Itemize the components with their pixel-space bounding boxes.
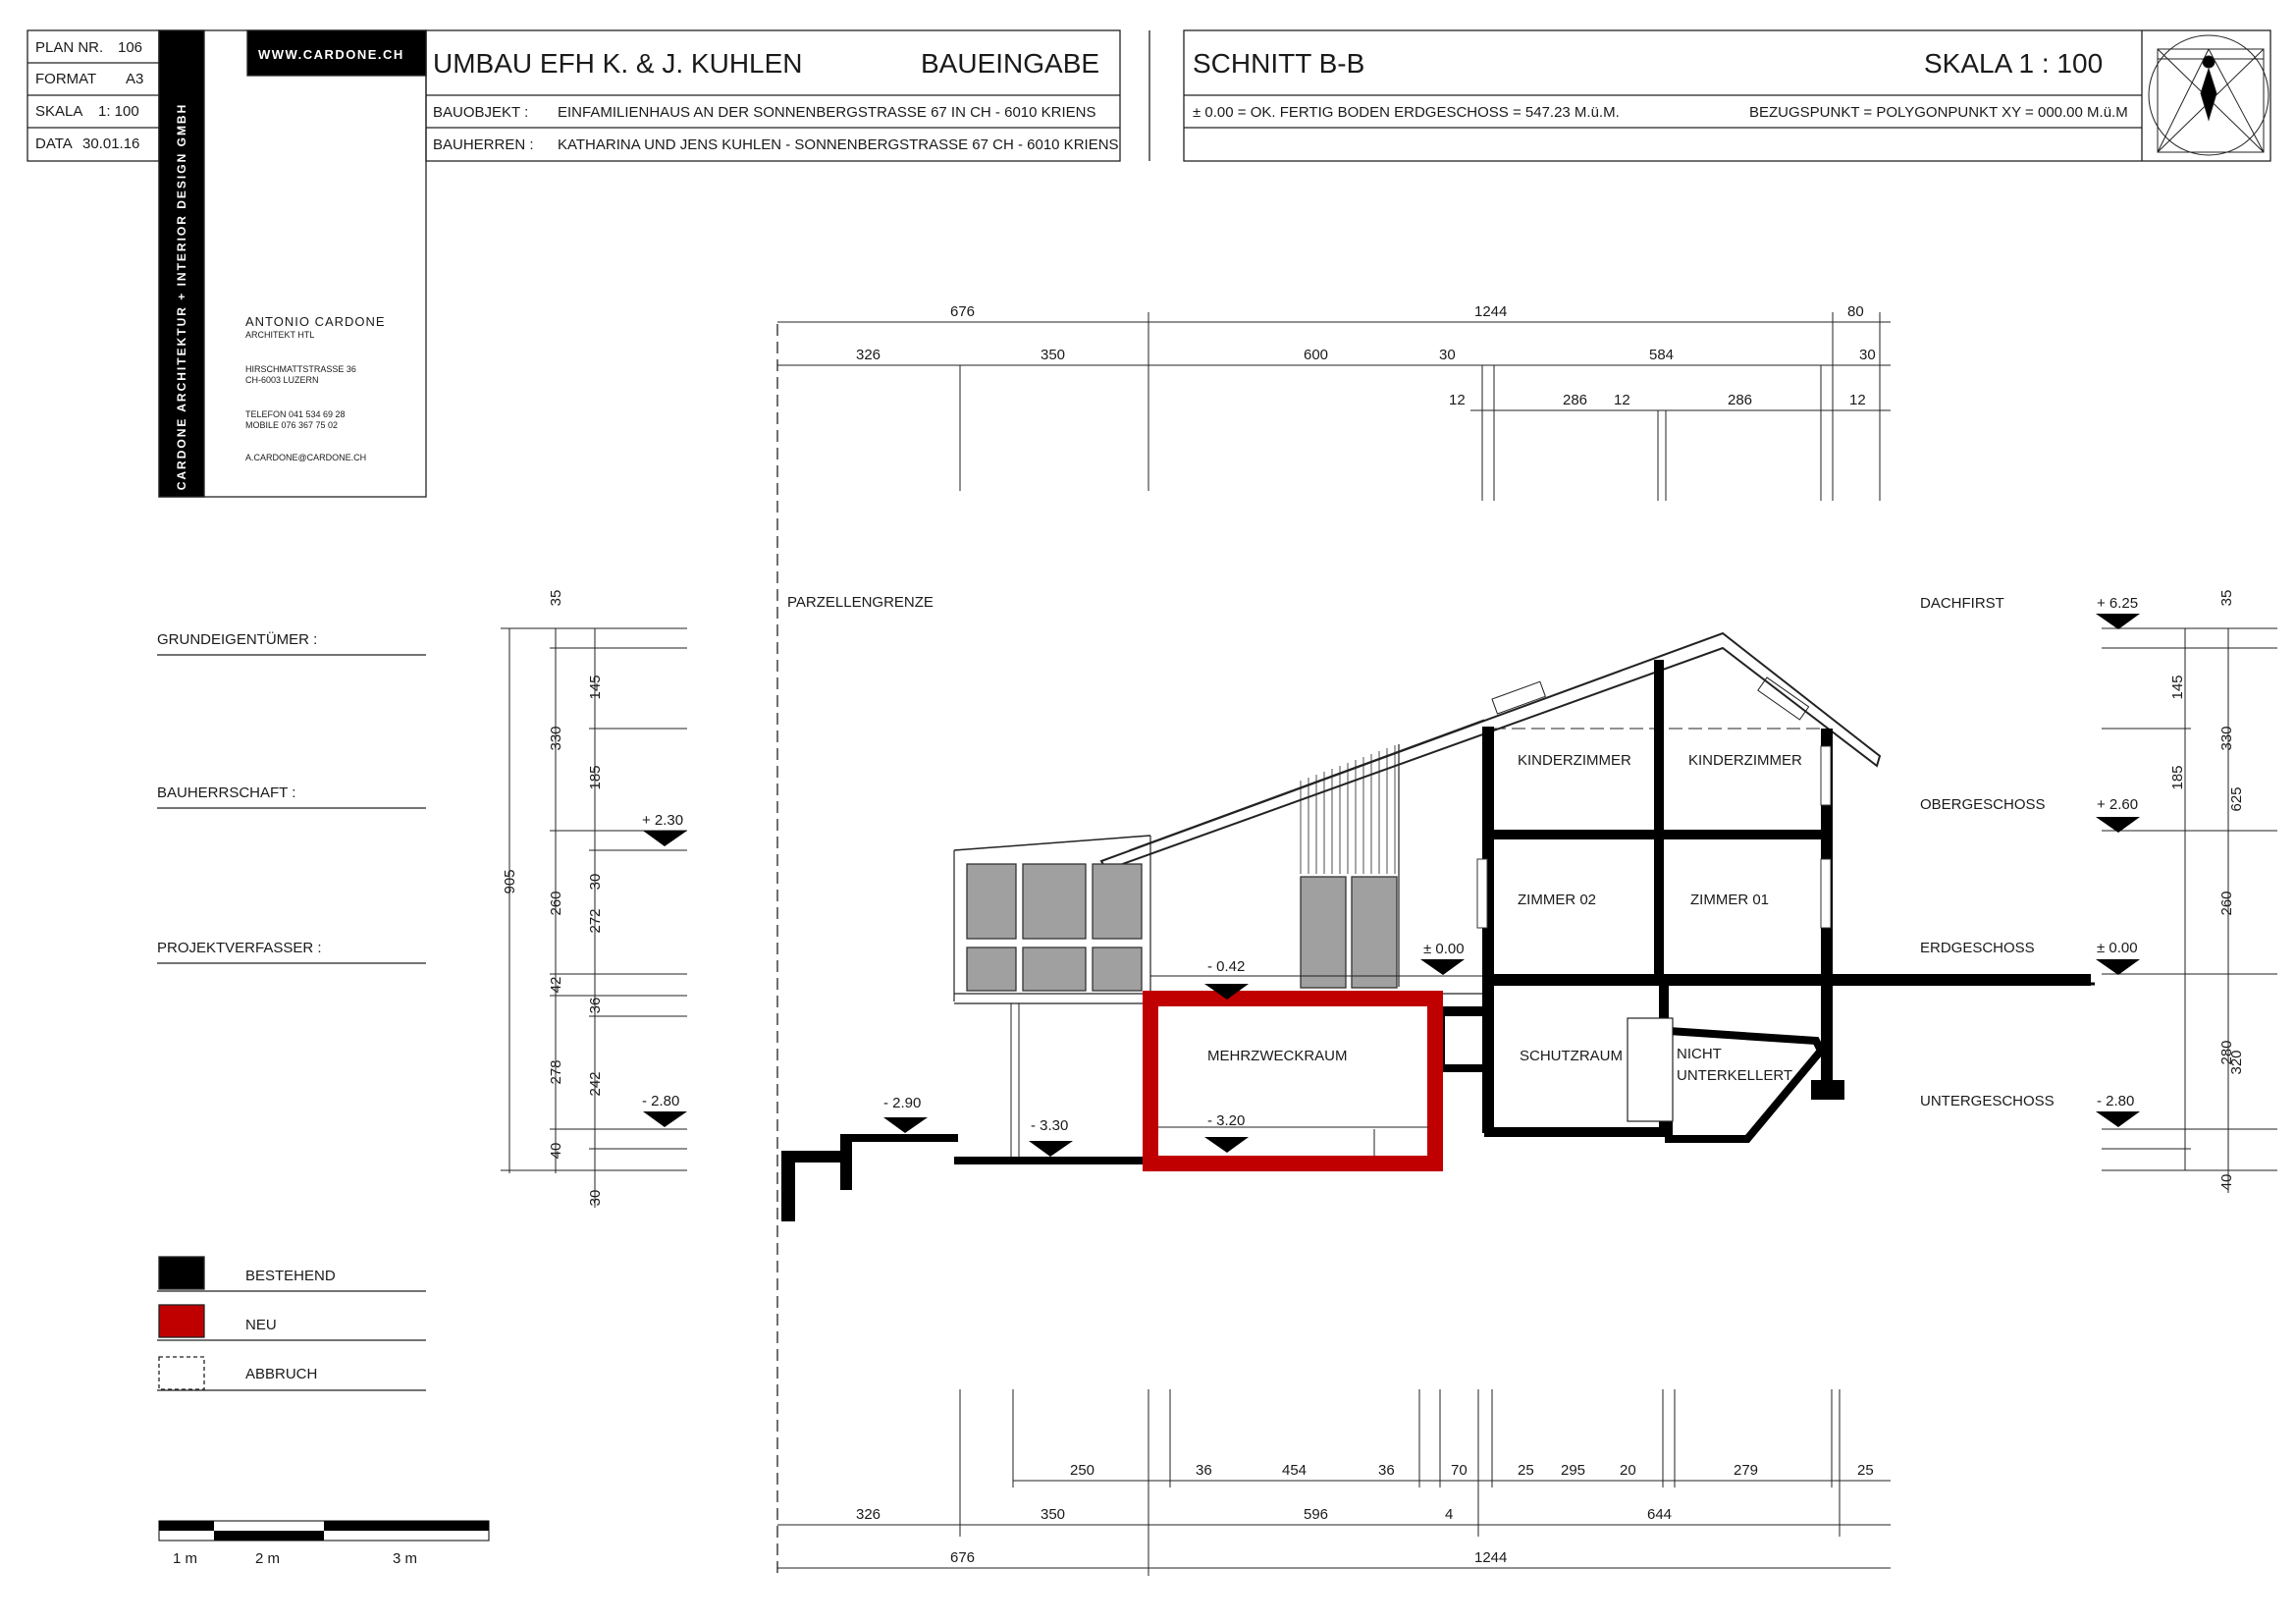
level-label: - 2.90 bbox=[883, 1094, 922, 1111]
dimension-label: 1244 bbox=[1474, 302, 1508, 320]
level-value: - 2.80 bbox=[642, 1092, 680, 1109]
dimension-label: 25 bbox=[1857, 1461, 1874, 1479]
dimension-label: 40 bbox=[2217, 1173, 2235, 1191]
legend-demolition-swatch bbox=[159, 1357, 204, 1389]
scale-label: 1 m bbox=[173, 1549, 198, 1567]
dimension-label: 30 bbox=[586, 873, 604, 891]
level-name: UNTERGESCHOSS bbox=[1920, 1092, 2055, 1109]
dimension-label: 454 bbox=[1282, 1461, 1308, 1479]
dimension-label: 596 bbox=[1304, 1505, 1329, 1523]
architect-title: ARCHITEKT HTL bbox=[245, 330, 315, 340]
new-structure bbox=[1150, 999, 1435, 1163]
dimension-label: 12 bbox=[1614, 391, 1630, 408]
level-value: + 6.25 bbox=[2097, 594, 2139, 612]
dimension-label: 1244 bbox=[1474, 1548, 1508, 1566]
reference-left: ± 0.00 = OK. FERTIG BODEN ERDGESCHOSS = 547.23 M.ü.M. bbox=[1193, 103, 1620, 121]
dimension-label: 286 bbox=[1563, 391, 1588, 408]
dimension-label: 326 bbox=[856, 346, 881, 363]
level-value: + 2.30 bbox=[642, 811, 684, 829]
level-value: - 2.80 bbox=[2097, 1092, 2135, 1109]
website[interactable]: WWW.CARDONE.CH bbox=[258, 46, 404, 62]
scale-bar bbox=[159, 1521, 489, 1541]
signature-designer: PROJEKTVERFASSER : bbox=[157, 939, 322, 956]
signature-owner: GRUNDEIGENTÜMER : bbox=[157, 630, 318, 648]
dimension-label: 20 bbox=[1620, 1461, 1636, 1479]
project-title: UMBAU EFH K. & J. KUHLEN bbox=[433, 48, 803, 79]
dimension-label: 905 bbox=[501, 869, 518, 894]
reference-right: BEZUGSPUNKT = POLYGONPUNKT XY = 000.00 M.ü.M bbox=[1749, 103, 2128, 121]
dimension-label: 350 bbox=[1041, 1505, 1066, 1523]
architect-mobile: MOBILE 076 367 75 02 bbox=[245, 420, 339, 430]
skala-label: SKALA bbox=[35, 102, 83, 120]
room-label: NICHT bbox=[1677, 1045, 1722, 1062]
room-label: MEHRZWECKRAUM bbox=[1207, 1047, 1348, 1064]
dimension-label: 350 bbox=[1041, 346, 1066, 363]
architect-phone: TELEFON 041 534 69 28 bbox=[245, 409, 346, 419]
dimension-label: 260 bbox=[547, 891, 564, 916]
dimension-label: 145 bbox=[586, 675, 604, 700]
dimension-label: 4 bbox=[1445, 1505, 1454, 1523]
dimension-label: 326 bbox=[856, 1505, 881, 1523]
dimension-label: 584 bbox=[1649, 346, 1675, 363]
scale-label: 3 m bbox=[393, 1549, 418, 1567]
bottom-dimensions bbox=[777, 1389, 1891, 1576]
dimension-label: 80 bbox=[1847, 302, 1864, 320]
dimension-label: 30 bbox=[1439, 346, 1456, 363]
room-label: UNTERKELLERT bbox=[1677, 1066, 1793, 1084]
dimension-label: 278 bbox=[547, 1059, 564, 1085]
dimension-label: 676 bbox=[950, 1548, 976, 1566]
dimension-label: 280 bbox=[2217, 1040, 2235, 1065]
parcel-boundary-label: PARZELLENGRENZE bbox=[787, 593, 934, 611]
legend-new: NEU bbox=[245, 1316, 277, 1333]
dimension-label: 260 bbox=[2217, 891, 2235, 916]
dimension-label: 330 bbox=[547, 726, 564, 751]
bauobjekt: EINFAMILIENHAUS AN DER SONNENBERGSTRASSE 67 IN CH - 6010 KRIENS bbox=[558, 103, 1096, 121]
architect-city: CH-6003 LUZERN bbox=[245, 375, 319, 385]
dimension-label: 185 bbox=[586, 765, 604, 790]
dimension-label: 35 bbox=[547, 589, 564, 607]
room-label: SCHUTZRAUM bbox=[1520, 1047, 1623, 1064]
room-label: KINDERZIMMER bbox=[1688, 751, 1802, 769]
level-label: - 3.20 bbox=[1207, 1111, 1246, 1129]
architect-name: ANTONIO CARDONE bbox=[245, 313, 386, 329]
dimension-label: 36 bbox=[1196, 1461, 1212, 1479]
plan-nr-label: PLAN NR. bbox=[35, 38, 104, 56]
dimension-label: 295 bbox=[1561, 1461, 1586, 1479]
level-name: DACHFIRST bbox=[1920, 594, 2004, 612]
dimension-label: 644 bbox=[1647, 1505, 1673, 1523]
dimension-label: 70 bbox=[1451, 1461, 1468, 1479]
level-label: - 3.30 bbox=[1031, 1116, 1069, 1134]
dimension-label: 30 bbox=[586, 1189, 604, 1207]
dimension-label: 320 bbox=[2227, 1050, 2245, 1075]
dimension-label: 272 bbox=[586, 908, 604, 934]
room-label: ZIMMER 02 bbox=[1518, 891, 1597, 908]
dimension-label: 42 bbox=[547, 976, 564, 994]
bauherren: KATHARINA UND JENS KUHLEN - SONNENBERGSTRASSE 67 CH - 6010 KRIENS bbox=[558, 135, 1119, 153]
level-label: - 0.42 bbox=[1207, 957, 1246, 975]
dimension-label: 330 bbox=[2217, 726, 2235, 751]
dimension-label: 625 bbox=[2227, 786, 2245, 812]
room-label: ZIMMER 01 bbox=[1690, 891, 1770, 908]
format-label: FORMAT bbox=[35, 70, 97, 87]
legend-swatches bbox=[159, 1257, 204, 1389]
room-label: KINDERZIMMER bbox=[1518, 751, 1631, 769]
signature-client: BAUHERRSCHAFT : bbox=[157, 784, 296, 801]
architect-email[interactable]: A.CARDONE@CARDONE.CH bbox=[245, 453, 367, 462]
dimension-label: 12 bbox=[1449, 391, 1466, 408]
dimension-label: 30 bbox=[1859, 346, 1876, 363]
plan-nr: 106 bbox=[118, 38, 143, 56]
legend-demolition: ABBRUCH bbox=[245, 1365, 318, 1382]
dimension-label: 242 bbox=[586, 1071, 604, 1097]
dimension-label: 676 bbox=[950, 302, 976, 320]
dimension-label: 40 bbox=[547, 1142, 564, 1160]
data-label: DATA bbox=[35, 135, 73, 152]
level-value: ± 0.00 bbox=[2097, 939, 2138, 956]
dimension-label: 25 bbox=[1518, 1461, 1534, 1479]
legend-existing: BESTEHEND bbox=[245, 1267, 336, 1284]
dimension-label: 279 bbox=[1734, 1461, 1759, 1479]
level-name: ERDGESCHOSS bbox=[1920, 939, 2035, 956]
dimension-label: 145 bbox=[2168, 675, 2186, 700]
data-value: 30.01.16 bbox=[82, 135, 140, 152]
firm-vertical: CARDONE ARCHITEKTUR + INTERIOR DESIGN GMBH bbox=[175, 102, 188, 491]
dimension-label: 600 bbox=[1304, 346, 1329, 363]
drawing-scale: SKALA 1 : 100 bbox=[1924, 48, 2104, 79]
dimension-label: 36 bbox=[1378, 1461, 1395, 1479]
level-value: + 2.60 bbox=[2097, 795, 2139, 813]
bauherren-label: BAUHERREN : bbox=[433, 135, 534, 153]
skala-value: 1: 100 bbox=[98, 102, 139, 120]
vitruvian-logo bbox=[2149, 35, 2269, 155]
format-value: A3 bbox=[126, 70, 144, 87]
dimension-label: 12 bbox=[1849, 391, 1866, 408]
dimension-label: 36 bbox=[586, 997, 604, 1014]
dimension-label: 286 bbox=[1728, 391, 1753, 408]
scale-label: 2 m bbox=[255, 1549, 281, 1567]
dimension-label: 250 bbox=[1070, 1461, 1095, 1479]
architect-street: HIRSCHMATTSTRASSE 36 bbox=[245, 364, 356, 374]
level-name: OBERGESCHOSS bbox=[1920, 795, 2046, 813]
level-label: ± 0.00 bbox=[1423, 940, 1465, 957]
dimension-label: 185 bbox=[2168, 765, 2186, 790]
bauobjekt-label: BAUOBJEKT : bbox=[433, 103, 529, 121]
legend-new-swatch bbox=[159, 1305, 204, 1337]
dimension-label: 35 bbox=[2217, 589, 2235, 607]
project-stage: BAUEINGABE bbox=[921, 48, 1100, 79]
drawing-title: SCHNITT B-B bbox=[1193, 48, 1365, 79]
legend-existing-swatch bbox=[159, 1257, 204, 1289]
top-dimensions bbox=[777, 312, 1891, 501]
